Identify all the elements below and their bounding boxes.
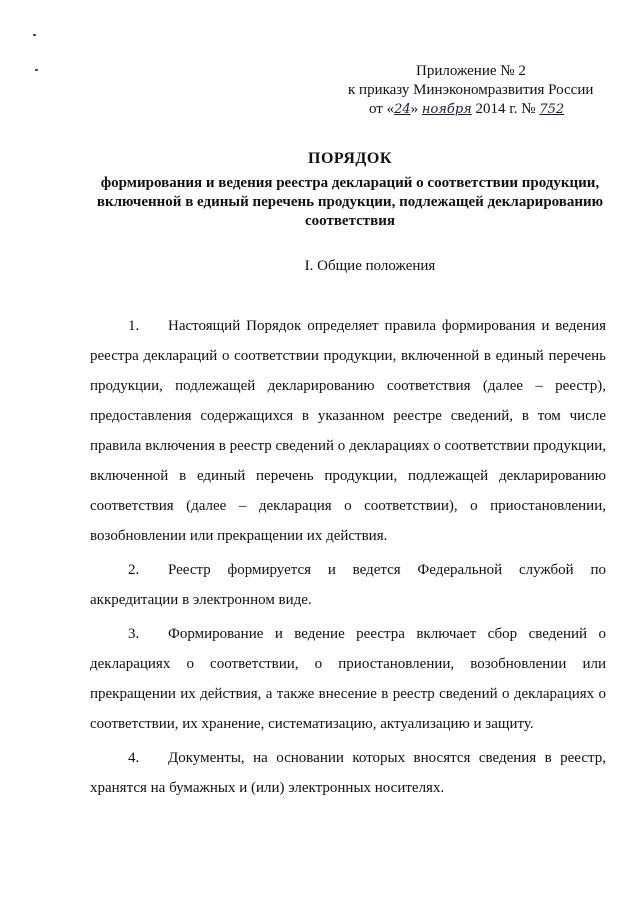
paragraph-text: Формирование и ведение реестра включает сбор сведений о декларациях о соответствии, о приостановлении, возобновлении или прекращении их действия, а также внесение в реестр сведений о декларациях о соответствии, их хранение, систематизацию, актуализацию и защиту.	[90, 626, 606, 732]
paragraph	[90, 619, 606, 739]
document-subtitle: формирования и ведения реестра деклараций о соответствии продукции, включенной в единый перечень продукции, подлежащей декларированию соответствия	[96, 175, 604, 229]
handwritten-day: 24	[394, 102, 411, 117]
paragraph-number: 3.	[128, 626, 140, 642]
paragraph-text: Реестр формируется и ведется Федеральной службой по аккредитации в электронном виде.	[90, 562, 606, 608]
paragraph-number: 2.	[128, 562, 140, 578]
paragraph-text: Документы, на основании которых вносятся сведения в реестр, хранятся на бумажных и (или) электронных носителях.	[90, 750, 606, 796]
scan-speck	[33, 34, 36, 36]
paragraph	[90, 743, 606, 803]
paragraph	[90, 555, 606, 615]
date-mid: »	[410, 101, 422, 117]
document-body	[90, 311, 606, 807]
handwritten-order-number: 752	[539, 102, 565, 117]
paragraph-text: Настоящий Порядок определяет правила формирования и ведения реестра деклараций о соответствии продукции, включенной в единый перечень продукции, подлежащей декларированию соответствия (далее – реестр), предоставления содержащихся в указанном реестре сведений, в том числе правила включения в реестр сведений о декларациях о соответствии продукции, включенной в единый перечень продукции, подлежащей декларированию соответствия (далее – декларация о соответствии), о приостановлении, возобновлении или прекращении их действия.	[90, 318, 606, 544]
scan-speck	[35, 69, 38, 71]
date-year: 2014 г. №	[471, 101, 540, 117]
date-prefix: от «	[369, 101, 395, 117]
attachment-block	[330, 62, 600, 119]
attachment-date	[330, 100, 600, 119]
attachment-number: Приложение № 2	[416, 63, 526, 79]
section-heading: I. Общие положения	[304, 258, 436, 274]
attachment-order-ref: к приказу Минэкономразвития России	[348, 82, 594, 98]
handwritten-month: ноября	[421, 102, 472, 117]
paragraph-number: 1.	[128, 318, 140, 334]
paragraph	[90, 311, 606, 551]
paragraph-number: 4.	[128, 750, 140, 766]
document-title: ПОРЯДОК	[308, 150, 392, 167]
